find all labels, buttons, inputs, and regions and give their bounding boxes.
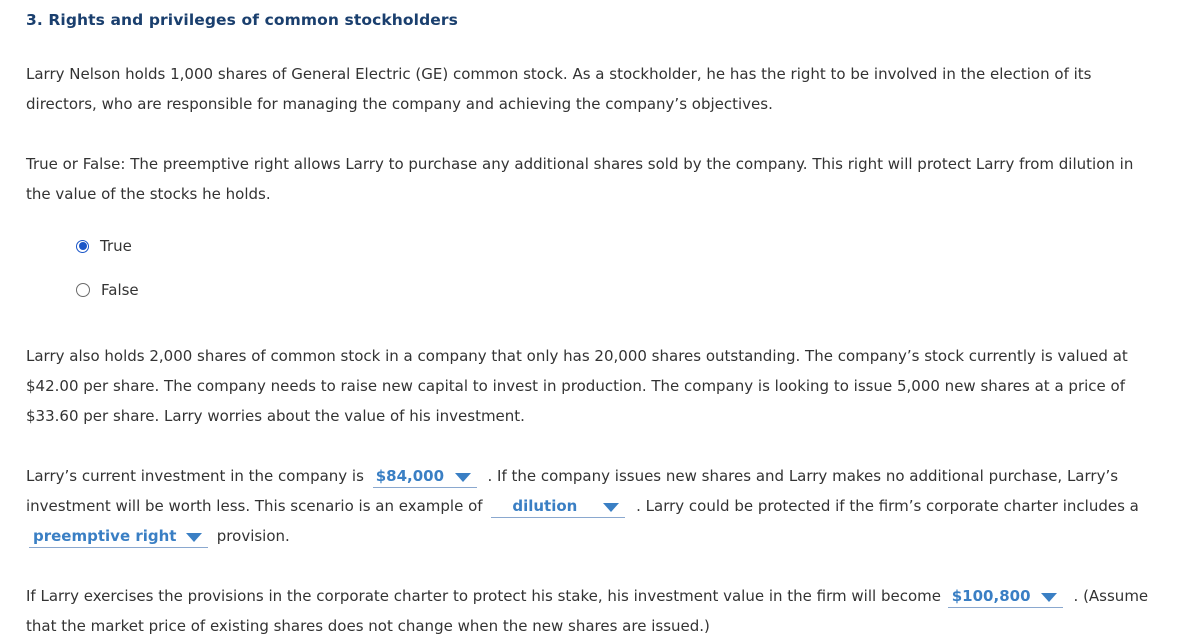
fill-text-2b: . Larry could be protected if the firm’s corporate charter includes a	[636, 497, 1139, 515]
option-false[interactable]	[76, 280, 139, 300]
radio-dot	[79, 242, 87, 250]
option-true-label[interactable]: True	[100, 237, 132, 255]
scenario-type-value: dilution	[512, 497, 578, 515]
charter-provision-dropdown[interactable]	[29, 525, 208, 548]
radio-true-selected[interactable]	[76, 240, 89, 253]
scenario-line-1: Larry also holds 2,000 shares of common stock in a company that only has 20,000 shares outstanding. The company’s stock currently is valued at	[26, 347, 1128, 365]
chevron-down-icon	[1041, 593, 1057, 602]
intro-line-1: Larry Nelson holds 1,000 shares of General Electric (GE) common stock. As a stockholder, he has the right to be involved in the election of its	[26, 65, 1092, 83]
tf-line-1: True or False: The preemptive right allows Larry to purchase any additional shares sold by the company. This right will protect Larry from dilution in	[26, 155, 1134, 173]
current-investment-value: $84,000	[375, 467, 445, 485]
fill-line-1	[26, 461, 1139, 491]
final-text-1b: . (Assume	[1073, 587, 1149, 605]
final-paragraph	[26, 581, 1148, 641]
radio-false[interactable]	[76, 283, 90, 297]
fill-in-paragraph	[26, 461, 1139, 551]
fill-text-1a: Larry’s current investment in the company is	[26, 467, 364, 485]
intro-line-2: directors, who are responsible for managing the company and achieving the company’s objectives.	[26, 95, 773, 113]
fill-line-2	[26, 491, 1139, 521]
final-text-1a: If Larry exercises the provisions in the corporate charter to protect his stake, his investment value in the firm will become	[26, 587, 941, 605]
fill-text-1b: . If the company issues new shares and Larry makes no additional purchase, Larry’s	[487, 467, 1119, 485]
chevron-down-icon	[186, 533, 202, 542]
fill-text-3: provision.	[216, 527, 290, 545]
final-line-2: that the market price of existing shares does not change when the new shares are issued.)	[26, 617, 710, 635]
chevron-down-icon	[455, 473, 471, 482]
scenario-type-dropdown[interactable]	[491, 495, 625, 518]
scenario-line-3: $33.60 per share. Larry worries about the value of his investment.	[26, 407, 525, 425]
true-false-prompt	[26, 149, 1133, 209]
option-true[interactable]	[76, 236, 132, 256]
fill-text-2a: investment will be worth less. This scenario is an example of	[26, 497, 483, 515]
new-investment-value: $100,800	[951, 587, 1031, 605]
option-false-label[interactable]: False	[101, 281, 139, 299]
question-title: 3. Rights and privileges of common stockholders	[26, 11, 458, 29]
new-investment-value-dropdown[interactable]	[948, 585, 1063, 608]
intro-paragraph	[26, 59, 1091, 119]
charter-provision-value: preemptive right	[33, 527, 177, 545]
current-investment-dropdown[interactable]	[373, 465, 477, 488]
tf-line-2: the value of the stocks he holds.	[26, 185, 271, 203]
fill-line-3	[26, 521, 1139, 551]
scenario-line-2: $42.00 per share. The company needs to raise new capital to invest in production. The company is looking to issue 5,000 new shares at a price of	[26, 377, 1125, 395]
final-line-1	[26, 581, 1148, 611]
scenario-paragraph	[26, 341, 1128, 431]
chevron-down-icon	[603, 503, 619, 512]
